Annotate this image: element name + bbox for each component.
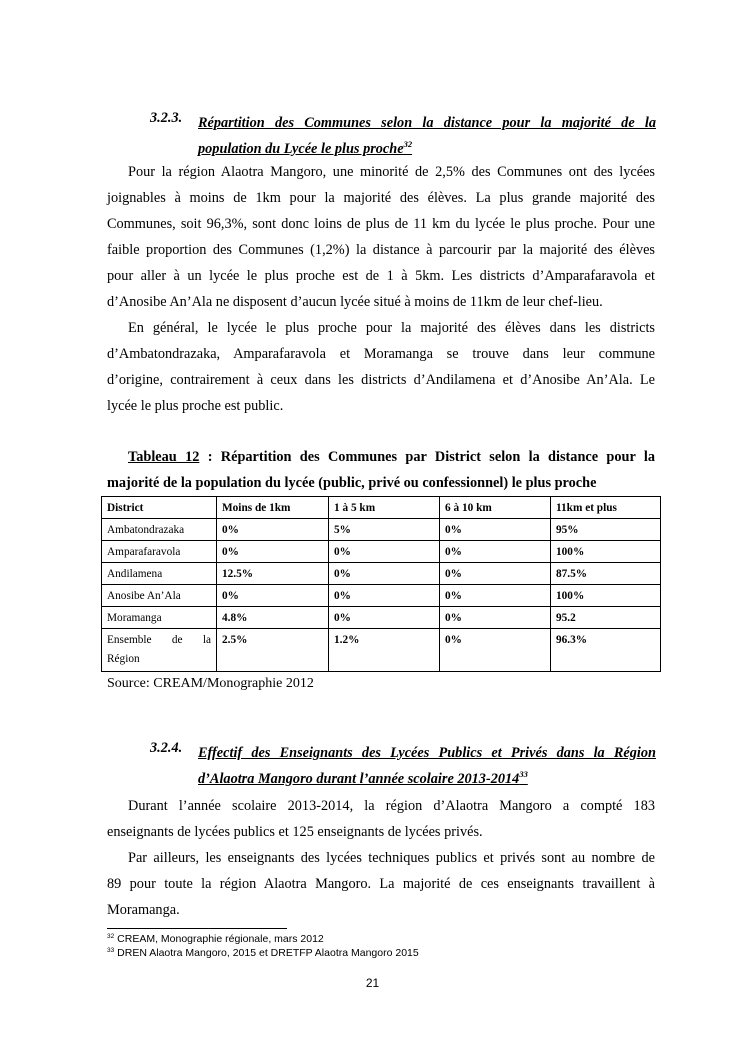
text-line: d’origine, contrairement à ceux dans les districts d’Andilamena et d’Anosibe An’Ala. Le	[107, 372, 655, 388]
table-header-cell: District	[102, 497, 217, 519]
table-cell: 0%	[440, 629, 551, 672]
text-line: lycée le plus proche est public.	[107, 398, 284, 414]
table-cell: 0%	[217, 519, 329, 541]
footnote-text: CREAM, Monographie régionale, mars 2012	[117, 933, 324, 945]
table-cell: 1.2%	[329, 629, 440, 672]
table-caption-line1	[107, 444, 655, 470]
table-caption-text: : Répartition des Communes par District selon la distance pour la	[199, 449, 655, 465]
footnote-ref: 33	[519, 769, 528, 779]
table-cell: 12.5%	[217, 563, 329, 585]
table-caption-line2: majorité de la population du lycée (public, privé ou confessionnel) le plus proche	[107, 475, 597, 491]
district-line1: Ensemble de la	[107, 634, 211, 646]
table-cell-district: Ambatondrazaka	[102, 519, 217, 541]
section-title	[198, 110, 656, 162]
section-title	[198, 740, 656, 792]
table-cell: 5%	[329, 519, 440, 541]
table-row-total	[102, 629, 661, 672]
table-cell-district: Moramanga	[102, 607, 217, 629]
text-line: d’Anosibe An’Ala ne disposent d’aucun lycée situé à moins de 11km de leur chef-lieu.	[107, 294, 603, 310]
table-cell: 0%	[440, 519, 551, 541]
table-row	[102, 607, 661, 629]
table-cell: 95%	[551, 519, 661, 541]
section-number: 3.2.4.	[150, 740, 183, 756]
district-line2: Région	[107, 653, 140, 665]
footnote-number: 33	[107, 947, 115, 954]
paragraph-3	[107, 793, 655, 845]
text-line: Moramanga.	[107, 902, 180, 918]
table-cell: 0%	[217, 585, 329, 607]
table-row	[102, 541, 661, 563]
text-line: faible proportion des Communes (1,2%) la distance à parcourir par la majorité des élèves	[107, 242, 655, 258]
section-number: 3.2.3.	[150, 110, 183, 126]
table-cell-district: Amparafaravola	[102, 541, 217, 563]
table-header-cell: 1 à 5 km	[329, 497, 440, 519]
section-title-line2: population du Lycée le plus proche	[198, 141, 404, 157]
section-heading-323	[150, 110, 656, 162]
paragraph-1	[107, 159, 655, 315]
text-line: En général, le lycée le plus proche pour la majorité des élèves dans les districts	[128, 320, 655, 336]
footnote-text: DREN Alaotra Mangoro, 2015 et DRETFP Alaotra Mangoro 2015	[117, 947, 419, 959]
footnote-number: 32	[107, 933, 115, 940]
table-cell-district	[102, 629, 217, 672]
text-line: pour aller à un lycée le plus proche est de 1 à 5km. Les districts d’Amparafaravola et	[107, 268, 655, 284]
text-line: d’Ambatondrazaka, Amparafaravola et Moramanga se trouve dans leur commune	[107, 346, 655, 362]
table-source: Source: CREAM/Monographie 2012	[107, 676, 314, 691]
text-line: enseignants de lycées publics et 125 enseignants de lycées privés.	[107, 824, 483, 840]
table-cell: 100%	[551, 585, 661, 607]
table-cell: 96.3%	[551, 629, 661, 672]
table-cell: 0%	[440, 607, 551, 629]
table-cell: 0%	[329, 585, 440, 607]
table-cell: 4.8%	[217, 607, 329, 629]
table-cell: 95.2	[551, 607, 661, 629]
table-cell: 2.5%	[217, 629, 329, 672]
table-cell: 0%	[217, 541, 329, 563]
table-label: Tableau 12	[128, 449, 200, 465]
table-cell: 0%	[440, 541, 551, 563]
table-cell: 0%	[440, 585, 551, 607]
section-title-line2: d’Alaotra Mangoro durant l’année scolaire 2013-2014	[198, 771, 520, 787]
paragraph-2	[107, 315, 655, 419]
table-header-cell: 11km et plus	[551, 497, 661, 519]
page-number: 21	[365, 976, 380, 990]
table-row	[102, 563, 661, 585]
table-cell: 0%	[440, 563, 551, 585]
table-cell: 0%	[329, 541, 440, 563]
text-line: Pour la région Alaotra Mangoro, une minorité de 2,5% des Communes ont des lycées	[128, 164, 655, 180]
section-title-line1: Effectif des Enseignants des Lycées Publics et Privés dans la Région	[198, 745, 656, 761]
text-line: Par ailleurs, les enseignants des lycées techniques publics et privés sont au nombre de	[128, 850, 655, 866]
paragraph-4	[107, 845, 655, 923]
table-header-row	[102, 497, 661, 519]
table-caption	[107, 444, 655, 496]
text-line: Durant l’année scolaire 2013-2014, la région d’Alaotra Mangoro a compté 183	[128, 798, 655, 814]
table-row	[102, 585, 661, 607]
table-cell: 0%	[329, 563, 440, 585]
table-row	[102, 519, 661, 541]
table-cell: 100%	[551, 541, 661, 563]
footnote-separator	[107, 928, 287, 929]
table-header-cell: 6 à 10 km	[440, 497, 551, 519]
table-cell-district: Andilamena	[102, 563, 217, 585]
text-line: Communes, soit 96,3%, sont donc loins de plus de 11 km du lycée le plus proche. Pour une	[107, 216, 655, 232]
distance-table	[101, 496, 661, 672]
table-cell-district: Anosibe An’Ala	[102, 585, 217, 607]
section-title-line1: Répartition des Communes selon la distance pour la majorité de la	[198, 115, 656, 131]
section-heading-324	[150, 740, 656, 792]
table-cell: 87.5%	[551, 563, 661, 585]
footnote	[107, 933, 324, 945]
table-cell: 0%	[329, 607, 440, 629]
table-header-cell: Moins de 1km	[217, 497, 329, 519]
text-line: 89 pour toute la région Alaotra Mangoro. La majorité de ces enseignants travaillent à	[107, 876, 655, 892]
footnote	[107, 947, 419, 959]
footnote-ref: 32	[403, 139, 413, 149]
text-line: joignables à moins de 1km pour la majorité des élèves. La plus grande majorité des	[107, 190, 655, 206]
